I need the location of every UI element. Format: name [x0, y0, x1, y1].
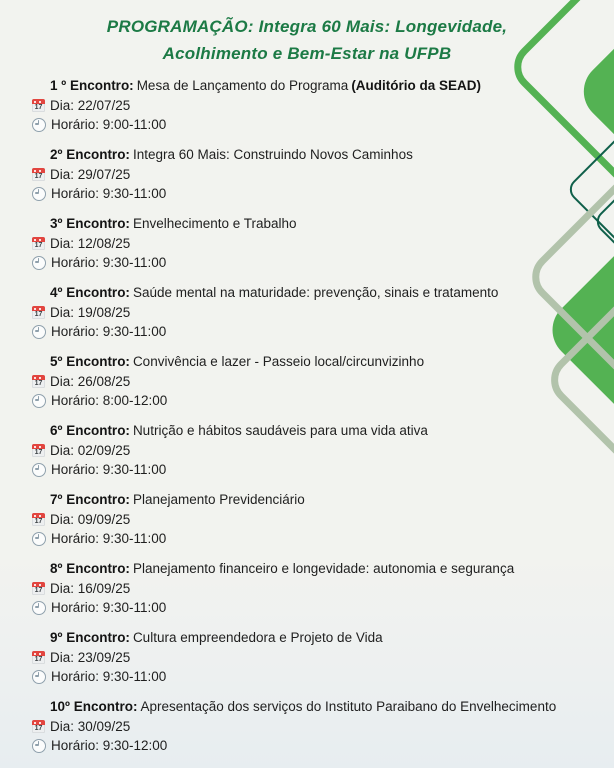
event-date-text: Dia: 19/08/25 — [50, 305, 131, 320]
calendar-icon-header — [32, 99, 45, 104]
events-list — [32, 76, 614, 755]
event-description: Planejamento financeiro e longevidade: autonomia e segurança — [132, 561, 515, 576]
event-item — [32, 421, 614, 479]
event-time-text: Horário: 9:30-11:00 — [51, 462, 167, 477]
event-label: 4º Encontro: — [50, 285, 130, 300]
calendar-icon-header — [32, 168, 45, 173]
event-date-text: Dia: 29/07/25 — [50, 167, 131, 182]
calendar-icon-number: 17 — [34, 104, 43, 111]
event-date-text: Dia: 26/08/25 — [50, 374, 131, 389]
event-item — [32, 76, 614, 134]
clock-icon — [32, 463, 46, 477]
event-heading — [32, 214, 614, 234]
event-item — [32, 490, 614, 548]
calendar-icon-header — [32, 720, 45, 725]
calendar-icon-number: 17 — [34, 518, 43, 525]
clock-icon — [32, 256, 46, 270]
event-date-line — [32, 372, 614, 391]
event-time-line — [32, 322, 614, 341]
calendar-icon — [32, 513, 45, 526]
event-description: Envelhecimento e Trabalho — [132, 216, 297, 231]
event-time-text: Horário: 9:30-11:00 — [51, 255, 167, 270]
calendar-icon-number: 17 — [34, 242, 43, 249]
event-time-line — [32, 598, 614, 617]
event-description: Nutrição e hábitos saudáveis para uma vida ativa — [132, 423, 428, 438]
event-heading — [32, 697, 614, 717]
calendar-icon — [32, 651, 45, 664]
calendar-icon-number: 17 — [34, 587, 43, 594]
event-heading — [32, 559, 614, 579]
calendar-icon — [32, 99, 45, 112]
event-description: Cultura empreendedora e Projeto de Vida — [132, 630, 383, 645]
event-heading — [32, 145, 614, 165]
calendar-icon — [32, 237, 45, 250]
event-time-line — [32, 115, 614, 134]
event-date-line — [32, 234, 614, 253]
clock-icon — [32, 394, 46, 408]
clock-icon — [32, 670, 46, 684]
event-item — [32, 145, 614, 203]
event-description: Integra 60 Mais: Construindo Novos Caminhos — [132, 147, 413, 162]
event-heading — [32, 490, 614, 510]
event-description: Convivência e lazer - Passeio local/circunvizinho — [132, 354, 425, 369]
event-time-text: Horário: 9:30-11:00 — [51, 324, 167, 339]
event-item — [32, 628, 614, 686]
event-item — [32, 697, 614, 755]
event-item — [32, 214, 614, 272]
calendar-icon-header — [32, 375, 45, 380]
event-heading — [32, 421, 614, 441]
clock-icon — [32, 601, 46, 615]
event-label: 9º Encontro: — [50, 630, 130, 645]
calendar-icon-header — [32, 513, 45, 518]
calendar-icon-number: 17 — [34, 311, 43, 318]
page-title-line2: Acolhimento e Bem-Estar na UFPB — [162, 44, 452, 63]
clock-icon — [32, 325, 46, 339]
event-date-text: Dia: 22/07/25 — [50, 98, 131, 113]
event-time-text: Horário: 9:30-11:00 — [51, 531, 167, 546]
calendar-icon-header — [32, 237, 45, 242]
event-date-line — [32, 717, 614, 736]
calendar-icon-header — [32, 306, 45, 311]
event-description: Saúde mental na maturidade: prevenção, sinais e tratamento — [132, 285, 499, 300]
event-item — [32, 283, 614, 341]
event-label: 3º Encontro: — [50, 216, 130, 231]
event-date-line — [32, 165, 614, 184]
event-time-line — [32, 460, 614, 479]
event-time-text: Horário: 9:00-11:00 — [51, 117, 167, 132]
event-time-text: Horário: 8:00-12:00 — [51, 393, 168, 408]
event-description: Mesa de Lançamento do Programa — [136, 78, 349, 93]
calendar-icon-number: 17 — [34, 173, 43, 180]
event-label: 7º Encontro: — [50, 492, 130, 507]
event-date-line — [32, 648, 614, 667]
calendar-icon — [32, 168, 45, 181]
clock-icon — [32, 739, 46, 753]
event-label: 5º Encontro: — [50, 354, 130, 369]
calendar-icon — [32, 306, 45, 319]
event-time-line — [32, 184, 614, 203]
event-date-line — [32, 579, 614, 598]
event-item — [32, 352, 614, 410]
calendar-icon-header — [32, 651, 45, 656]
event-heading — [32, 628, 614, 648]
event-label: 8º Encontro: — [50, 561, 130, 576]
event-label: 10º Encontro: — [50, 699, 138, 714]
calendar-icon-number: 17 — [34, 449, 43, 456]
event-item — [32, 559, 614, 617]
clock-icon — [32, 187, 46, 201]
calendar-icon — [32, 444, 45, 457]
calendar-icon — [32, 720, 45, 733]
event-time-line — [32, 736, 614, 755]
event-bold-suffix: (Auditório da SEAD) — [351, 78, 482, 93]
calendar-icon — [32, 582, 45, 595]
event-time-text: Horário: 9:30-11:00 — [51, 600, 167, 615]
event-time-text: Horário: 9:30-12:00 — [51, 738, 168, 753]
event-date-text: Dia: 30/09/25 — [50, 719, 131, 734]
calendar-icon-header — [32, 582, 45, 587]
event-date-line — [32, 96, 614, 115]
calendar-icon-number: 17 — [34, 725, 43, 732]
event-time-text: Horário: 9:30-11:00 — [51, 186, 167, 201]
event-time-line — [32, 529, 614, 548]
calendar-icon-number: 17 — [34, 656, 43, 663]
event-label: 1 º Encontro: — [50, 78, 134, 93]
event-heading — [32, 76, 614, 96]
calendar-icon-header — [32, 444, 45, 449]
event-date-line — [32, 303, 614, 322]
clock-icon — [32, 532, 46, 546]
event-time-text: Horário: 9:30-11:00 — [51, 669, 167, 684]
event-date-text: Dia: 09/09/25 — [50, 512, 131, 527]
event-description: Apresentação dos serviços do Instituto Paraibano do Envelhecimento — [140, 699, 557, 714]
calendar-icon — [32, 375, 45, 388]
page-title-line1: PROGRAMAÇÃO: Integra 60 Mais: Longevidade, — [106, 17, 508, 36]
page-title — [30, 13, 584, 67]
event-date-text: Dia: 23/09/25 — [50, 650, 131, 665]
event-date-line — [32, 441, 614, 460]
event-heading — [32, 352, 614, 372]
event-time-line — [32, 667, 614, 686]
event-heading — [32, 283, 614, 303]
event-time-line — [32, 253, 614, 272]
clock-icon — [32, 118, 46, 132]
event-date-text: Dia: 12/08/25 — [50, 236, 131, 251]
event-label: 6º Encontro: — [50, 423, 130, 438]
event-description: Planejamento Previdenciário — [132, 492, 305, 507]
event-date-line — [32, 510, 614, 529]
event-date-text: Dia: 02/09/25 — [50, 443, 131, 458]
calendar-icon-number: 17 — [34, 380, 43, 387]
event-label: 2º Encontro: — [50, 147, 130, 162]
event-time-line — [32, 391, 614, 410]
event-date-text: Dia: 16/09/25 — [50, 581, 131, 596]
